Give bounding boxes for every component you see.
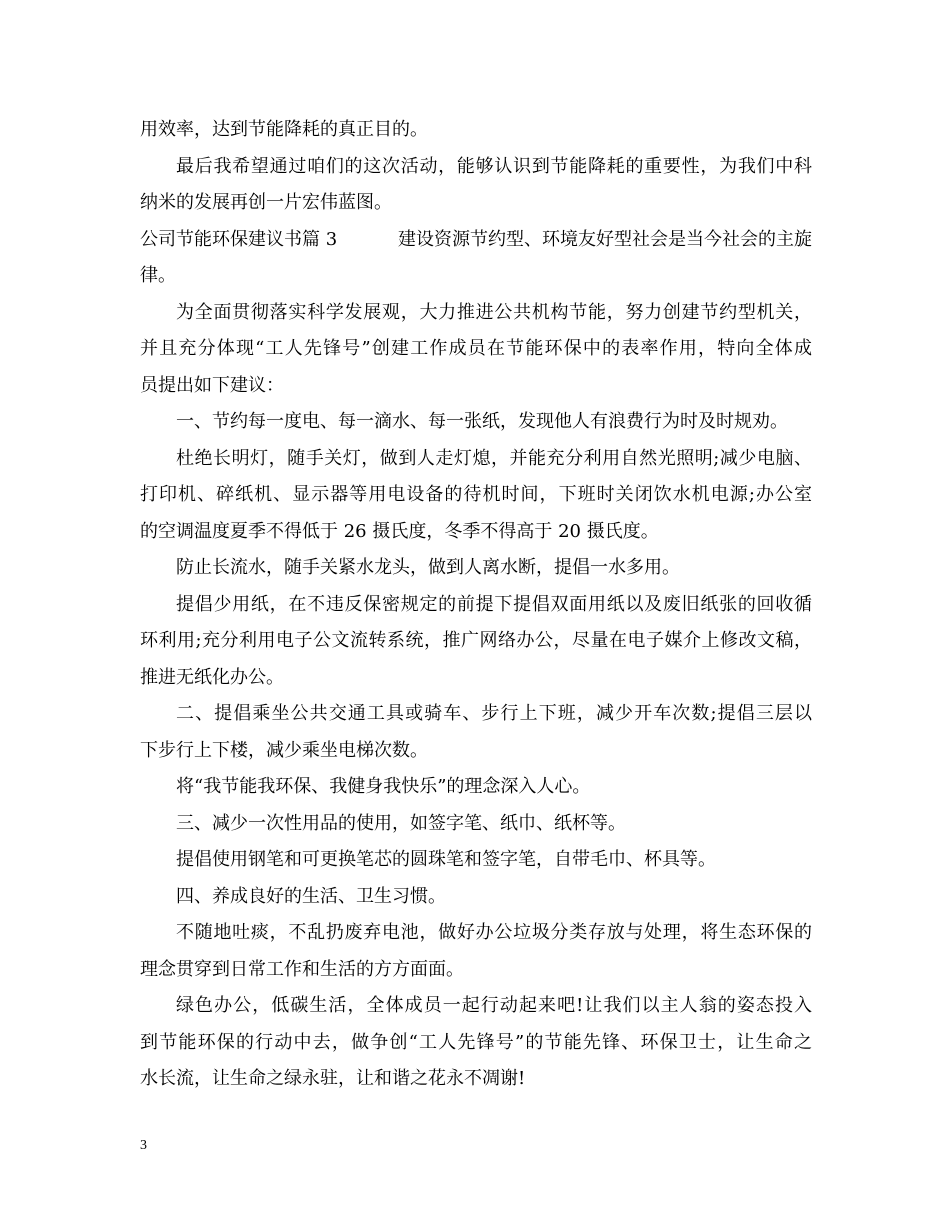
paragraph-line: 下步行上下楼，减少乘坐电梯次数。 — [140, 739, 428, 761]
paragraph-line: 三、减少一次性用品的使用，如签字笔、纸巾、纸杯等。 — [176, 812, 626, 834]
paragraph-line: 四、养成良好的生活、卫生习惯。 — [176, 885, 446, 907]
paragraph-line: 推进无纸化办公。 — [140, 666, 284, 688]
page-number: 3 — [140, 1138, 147, 1153]
paragraph-line: 不随地吐痰，不乱扔废弃电池，做好办公垃圾分类存放与处理，将生态环保的 — [176, 922, 812, 943]
paragraph-line: 为全面贯彻落实科学发展观，大力推进公共机构节能，努力创建节约型机关， — [176, 301, 812, 323]
section-heading-line — [140, 222, 812, 259]
paragraph-line: 打印机、碎纸机、显示器等用电设备的待机时间，下班时关闭饮水机电源;办公室 — [140, 484, 812, 505]
paragraph-line: 环利用;充分利用电子公文流转系统，推广网络办公，尽量在电子媒介上修改文稿， — [140, 630, 812, 651]
paragraph-line: 提倡使用钢笔和可更换笔芯的圆珠笔和签字笔，自带毛巾、杯具等。 — [176, 849, 716, 870]
paragraph-line: 水长流，让生命之绿永驻，让和谐之花永不凋谢! — [140, 1068, 526, 1089]
paragraph-line: 最后我希望通过咱们的这次活动，能够认识到节能降耗的重要性，为我们中科 — [176, 155, 812, 177]
paragraph-line: 到节能环保的行动中去，做争创“工人先锋号”的节能先锋、环保卫士，让生命之 — [140, 1031, 812, 1053]
paragraph-line: 用效率，达到节能降耗的真正目的。 — [140, 119, 428, 140]
document-body — [140, 112, 812, 1098]
paragraph-line: 理念贯穿到日常工作和生活的方方面面。 — [140, 958, 464, 980]
paragraph-line: 提倡少用纸，在不违反保密规定的前提下提倡双面用纸以及废旧纸张的回收循 — [176, 593, 812, 615]
paragraph-line: 将“我节能我环保、我健身我快乐”的理念深入人心。 — [176, 776, 591, 797]
section-title: 公司节能环保建议书篇 3 — [140, 228, 338, 250]
paragraph-line: 纳米的发展再创一片宏伟蓝图。 — [140, 192, 392, 213]
paragraph-line: 防止长流水，随手关紧水龙头，做到人离水断，提倡一水多用。 — [176, 557, 680, 578]
paragraph-line: 二、提倡乘坐公共交通工具或骑车、步行上下班，减少开车次数;提倡三层以 — [176, 703, 812, 724]
paragraph-line: 杜绝长明灯，随手关灯，做到人走灯熄，并能充分利用自然光照明;减少电脑、 — [176, 447, 812, 469]
paragraph-line: 一、节约每一度电、每一滴水、每一张纸，发现他人有浪费行为时及时规劝。 — [176, 411, 788, 432]
paragraph-line: 律。 — [140, 265, 176, 286]
paragraph-line: 建设资源节约型、环境友好型社会是当今社会的主旋 — [398, 228, 812, 250]
paragraph-line: 员提出如下建议： — [140, 374, 284, 396]
paragraph-line: 的空调温度夏季不得低于 26 摄氏度，冬季不得高于 20 摄氏度。 — [140, 520, 659, 542]
paragraph-line: 并且充分体现“工人先锋号”创建工作成员在节能环保中的表率作用，特向全体成 — [140, 338, 812, 359]
paragraph-line: 绿色办公，低碳生活，全体成员一起行动起来吧!让我们以主人翁的姿态投入 — [176, 995, 812, 1016]
